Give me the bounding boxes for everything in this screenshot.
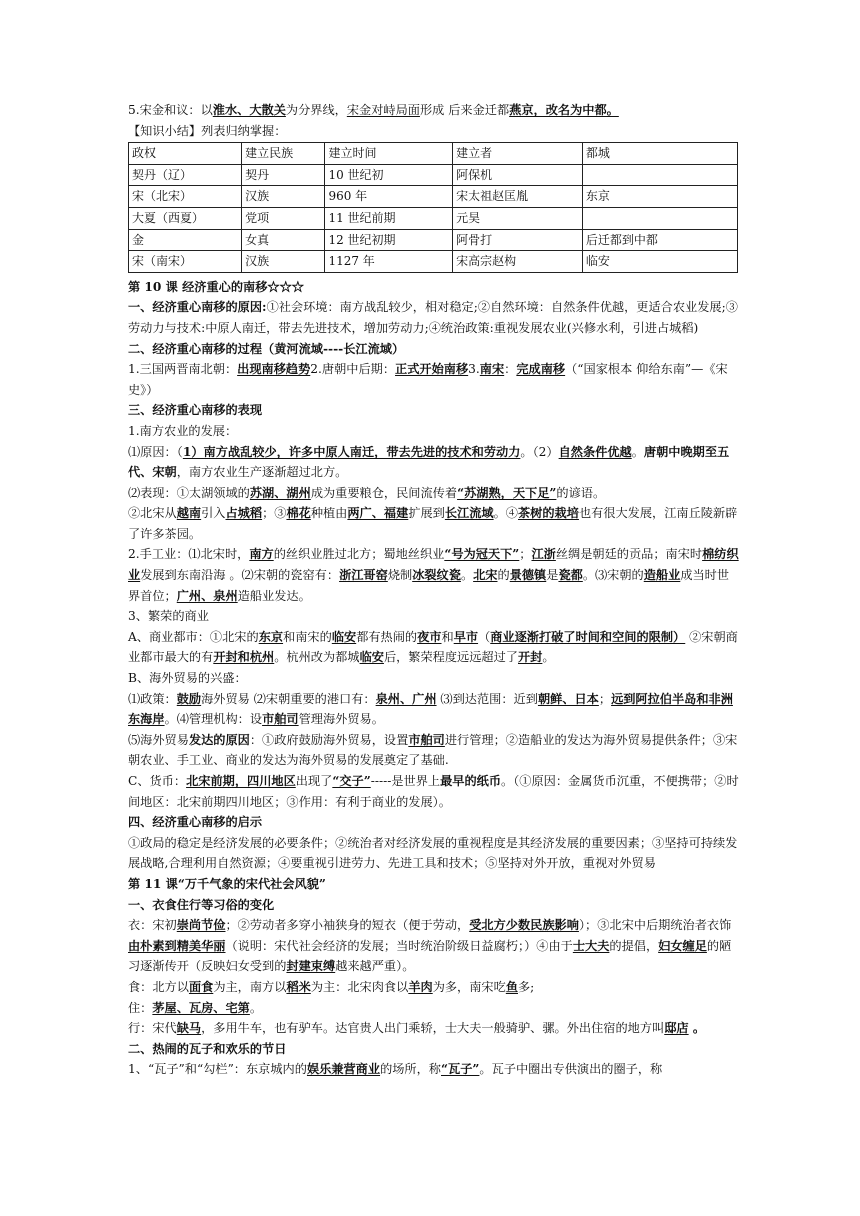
key-term: 茅屋、瓦房、宅第	[152, 1000, 250, 1015]
key-term: 长江流域	[444, 506, 494, 521]
text-run: 造船业发达。	[237, 588, 311, 603]
key-term: 苏湖、湖州	[249, 485, 311, 500]
text-run: 也有很大发展，江南丘陵新辟了许多茶园。	[128, 506, 738, 541]
text-line	[128, 812, 740, 833]
text-run: 。⑷管理机构：设	[164, 712, 263, 727]
key-term: 两广、福建	[347, 506, 409, 521]
text-line	[128, 400, 740, 421]
table-cell: 东京	[582, 186, 737, 208]
table-row	[129, 164, 738, 186]
text-run: ；	[519, 547, 532, 562]
text-run: ；③	[262, 506, 287, 521]
text-run: ⑶到达范围：近到	[436, 691, 538, 706]
key-term: 出现南移趋势	[237, 362, 311, 377]
text-run: 和	[441, 629, 454, 644]
text-run: 为多，南宋吃	[432, 979, 506, 994]
key-term: 市舶司	[408, 732, 445, 747]
text-line	[128, 668, 740, 689]
text-run: 海外贸易 ⑵宋朝重要的港口有：	[201, 691, 376, 706]
text-run: 后，繁荣程度远远超过了	[383, 650, 518, 665]
text-line	[128, 977, 740, 998]
text-run: 住：	[128, 1000, 153, 1015]
text-line	[128, 895, 740, 916]
key-term: 燕京，改名为中都。	[509, 103, 619, 117]
text-run: ⑴原因：（	[128, 444, 183, 459]
table-header-row	[129, 143, 738, 165]
text-line	[128, 297, 740, 338]
key-term: 商业逐渐打破了时间和空间的限制）	[490, 629, 686, 644]
table-cell: 宋高宗赵构	[453, 251, 583, 273]
text-line	[128, 689, 740, 730]
key-term: 面食	[188, 979, 214, 994]
text-run: 越来越严重）。	[335, 959, 415, 974]
text-run: 为主，南方以	[213, 979, 287, 994]
text-run: ②北宋从	[128, 506, 177, 521]
table-cell: 阿骨打	[453, 229, 583, 251]
key-term: 瓷都	[558, 568, 583, 583]
text-run: 。	[688, 1021, 706, 1036]
key-term: 缺马	[176, 1021, 202, 1036]
text-run: ②宋朝商业都市最大的有	[128, 629, 738, 665]
text-run: 二、热闹的瓦子和欢乐的节日	[128, 1041, 287, 1056]
text-run: 管理海外贸易。	[298, 712, 384, 727]
text-line	[128, 277, 740, 298]
key-term: 冰裂纹瓷	[412, 568, 461, 583]
key-term: 稻米	[286, 979, 311, 994]
text-line	[128, 442, 740, 483]
table-cell: 11 世纪前期	[325, 207, 453, 229]
text-line	[128, 421, 740, 442]
key-term: 淮水、大散关	[212, 103, 286, 117]
table-cell: 10 世纪初	[325, 164, 453, 186]
key-term: 宋金对峙局面	[346, 103, 420, 117]
key-term: 娱乐兼营商业	[306, 1062, 381, 1077]
key-term: “苏湖熟，天下足”	[457, 485, 557, 500]
key-term: 北宋	[473, 568, 498, 583]
text-line	[128, 627, 740, 668]
text-run: B、海外贸易的兴盛：	[128, 671, 247, 686]
key-term: 崇尚节俭	[176, 918, 226, 933]
table-header-cell: 政权	[129, 143, 242, 165]
key-term: 占城稻	[225, 506, 263, 521]
table-cell: 女真	[242, 229, 325, 251]
key-term: 朝鲜、日本	[537, 691, 599, 706]
key-term: 泉州、广州	[375, 691, 437, 706]
key-term: 鱼	[505, 979, 518, 994]
table-header-cell: 建立时间	[325, 143, 453, 165]
text-run: 2.唐朝中后期：	[310, 362, 396, 377]
table-cell: 阿保机	[453, 164, 583, 186]
text-run: 发展到东南沿海 。⑵宋朝的瓷窑有：	[140, 568, 340, 583]
top-section	[128, 100, 740, 141]
key-term: 自然条件优越	[558, 444, 632, 459]
text-run: 成当时世界首位；	[128, 568, 730, 603]
table-cell: 元昊	[453, 207, 583, 229]
text-run: 最早的纸币	[440, 774, 502, 788]
key-term: 越南	[176, 506, 202, 521]
text-line	[128, 915, 740, 977]
text-run: 成为重要粮仓，民间流传着	[310, 485, 458, 500]
text-run: 3、繁荣的商业	[128, 609, 209, 624]
text-run: 。④	[493, 506, 518, 521]
key-term: 由朴素到精美华丽	[128, 938, 226, 953]
text-run: 衣：宋初	[128, 918, 177, 933]
table-cell: 1127 年	[325, 251, 453, 273]
text-run: 。	[542, 650, 555, 665]
key-term: “瓦子”	[441, 1062, 480, 1077]
key-term: 南方	[249, 547, 274, 562]
text-run: ；	[598, 691, 612, 706]
text-run: 丝绸是朝廷的贡品；南宋时	[555, 547, 703, 562]
key-term: 完成南移	[516, 362, 566, 377]
table-cell	[582, 207, 737, 229]
key-term: 茶树的栽培	[518, 506, 579, 521]
table-cell: 汉族	[242, 186, 325, 208]
text-line	[128, 1018, 740, 1039]
regime-summary-table	[128, 142, 738, 273]
text-run: 。	[631, 444, 644, 459]
text-line	[128, 503, 740, 544]
table-cell: 12 世纪初期	[325, 229, 453, 251]
text-line	[128, 544, 740, 606]
key-term: 市舶司	[262, 712, 299, 727]
key-term: 早市	[453, 629, 479, 644]
text-run: 。	[249, 1000, 263, 1015]
text-run: 的丝织业胜过北方；蜀地丝织业	[273, 547, 445, 562]
text-line	[128, 998, 740, 1019]
text-run: -----是世界上	[370, 774, 441, 788]
key-term: 士大夫	[572, 938, 610, 953]
text-line	[128, 483, 740, 504]
text-run: 1、“瓦子”和“勾栏”：东京城内的	[128, 1062, 307, 1077]
table-cell: 宋（南宋）	[129, 251, 242, 273]
text-run: 的谚语。	[556, 485, 606, 500]
table-cell: 党项	[242, 207, 325, 229]
table-header-cell: 建立民族	[242, 143, 325, 165]
key-term: 封建束缚	[286, 959, 336, 974]
text-line	[128, 606, 740, 627]
key-term: 邸店	[664, 1021, 689, 1036]
text-line	[128, 100, 740, 121]
text-run: （“国家根本 仰给东南”—《宋史》）	[128, 362, 728, 397]
text-run: 出现了	[295, 774, 333, 788]
text-run: 扩展到	[408, 506, 445, 521]
table-cell: 契丹（辽）	[129, 164, 242, 186]
text-run: 是	[546, 568, 559, 583]
key-term: 南宋	[479, 362, 505, 377]
text-run: A、商业都市：①北宋的	[128, 629, 259, 644]
text-run: ；②劳动者多穿小袖狭身的短衣（便于劳动，	[225, 918, 470, 933]
key-term: 临安	[331, 629, 357, 644]
text-line	[128, 121, 740, 142]
text-run: 都有热闹的	[356, 629, 418, 644]
key-term: 浙江哥窑	[339, 568, 388, 583]
table-cell: 宋太祖赵匡胤	[453, 186, 583, 208]
table-cell	[582, 164, 737, 186]
text-run: 。（2）	[520, 444, 559, 459]
text-run: 唐朝中晚期至五代、宋朝	[128, 444, 730, 480]
table-cell: 汉族	[242, 251, 325, 273]
key-term: 棉纺织业	[128, 547, 739, 583]
text-run: 。瓦子中圈出专供演出的圈子，称	[479, 1062, 663, 1077]
text-line	[128, 771, 740, 812]
text-line	[128, 359, 740, 400]
key-term: 鼓励	[176, 691, 202, 706]
text-run: 三、经济重心南移的表现	[128, 403, 263, 418]
text-run: 为主：北宋肉食以	[310, 979, 409, 994]
key-term: 江浙	[531, 547, 556, 562]
text-run: 第 10 课 经济重心的南移☆☆☆	[128, 279, 304, 294]
text-run: 形成 后来金迁都	[419, 103, 510, 117]
key-term: 远到阿拉伯半岛和非洲东海岸	[128, 691, 733, 727]
key-term: 夜市	[417, 629, 442, 644]
text-line	[128, 1059, 740, 1080]
key-term: 北宋前期，四川地区	[186, 774, 296, 788]
text-run: ⑴政策：	[128, 691, 177, 706]
table-cell: 临安	[582, 251, 737, 273]
body-section	[128, 277, 740, 1080]
document-page	[128, 100, 740, 1080]
table-cell: 宋（北宋）	[129, 186, 242, 208]
text-run: ⑵表现：①太湖领域的	[128, 485, 250, 500]
text-run: 引入	[201, 506, 226, 521]
text-run: 一、经济重心南移的原因:	[128, 300, 267, 315]
key-term: 东京	[258, 629, 284, 644]
text-run: 和南宋的	[283, 629, 332, 644]
text-run: 。（①原因：金属货币沉重，不便携带；②时间地区：北宋前期四川地区；③作用：有利于商业的发展）。	[128, 774, 739, 809]
key-term: 广州、泉州	[176, 588, 238, 603]
text-line	[128, 833, 740, 874]
text-line	[128, 874, 740, 895]
text-run: 2.手工业：⑴北宋时，	[128, 547, 250, 562]
text-run: 种植由	[310, 506, 348, 521]
text-run: 1.南方农业的发展：	[128, 423, 238, 438]
key-term: 景德镇	[509, 568, 547, 583]
key-term: “交子”	[332, 774, 371, 788]
key-term: “号为冠天下”	[444, 547, 520, 562]
table-cell: 金	[129, 229, 242, 251]
text-run: 发达的原因	[188, 732, 250, 747]
table-cell: 后迁都到中都	[582, 229, 737, 251]
text-run: 多;	[518, 979, 535, 994]
key-term: 开封	[518, 650, 543, 665]
key-term: 临安	[359, 650, 384, 665]
text-run: 。杭州改为都城	[274, 650, 360, 665]
table-cell: 大夏（西夏）	[129, 207, 242, 229]
key-term: 羊肉	[408, 979, 433, 994]
key-term: 开封和杭州	[213, 650, 275, 665]
text-line	[128, 1039, 740, 1060]
table-header-cell: 建立者	[453, 143, 583, 165]
text-run: 行：宋代	[128, 1021, 177, 1036]
text-run: 。⑶宋朝的	[582, 568, 644, 583]
text-run: 。	[460, 568, 474, 583]
table-cell: 契丹	[242, 164, 325, 186]
text-run: 烧制	[387, 568, 413, 583]
table-header-cell: 都城	[582, 143, 737, 165]
table-row	[129, 186, 738, 208]
text-run: ①政局的稳定是经济发展的必要条件；②统治者对经济发展的重视程度是其经济发展的重要因素；③坚持可持续发展战略,合理利用自然资源；④要重视引进劳力、先进工具和技术；⑤坚持对外开放，重视对外贸易	[128, 835, 738, 871]
text-run: ⑸海外贸易	[128, 732, 189, 747]
text-run: ，南方农业生产逐渐超过北方。	[176, 465, 348, 480]
key-term: 正式开始南移	[395, 362, 469, 377]
table-row	[129, 207, 738, 229]
key-term: 1）南方战乱较少，许多中原人南迁，带去先进的技术和劳动力	[182, 444, 521, 459]
text-run: 一、衣食住行等习俗的变化	[128, 897, 275, 912]
text-line	[128, 730, 740, 771]
table-cell: 960 年	[325, 186, 453, 208]
text-run: ①社会环境：南方战乱较少，相对稳定;②自然环境：自然条件优越，更适合农业发展;③劳动力与技术:中原人南迁，带去先进技术，增加劳动力;④统治政策:重视发展农业(兴修水利，引进占城稻)	[128, 300, 738, 335]
table-row	[129, 229, 738, 251]
text-run: ，多用牛车，也有驴车。达官贵人出门乘轿，士大夫一般骑驴、骡。外出住宿的地方叫	[201, 1021, 665, 1036]
text-run: （说明：宋代社会经济的发展；当时统治阶级日益腐朽；）④由于	[225, 938, 573, 953]
text-run: 进行管理；②造船业的发达为海外贸易提供条件；③宋朝农业、手工业、商业的发达为海外贸易的发展奠定了基础.	[128, 732, 738, 768]
text-run: 的陋习逐渐传开（反映妇女受到的	[128, 938, 732, 974]
key-term: 棉花	[286, 506, 311, 521]
text-run: 第 11 课“万千气象的宋代社会风貌”	[128, 876, 326, 891]
text-run: 的场所，称	[380, 1062, 441, 1077]
text-run: 【知识小结】列表归纳掌握：	[128, 123, 287, 138]
text-run: 1.三国两晋南北朝：	[128, 362, 238, 377]
text-run: ：①政府鼓励海外贸易，设置	[249, 732, 409, 747]
text-run: 四、经济重心南移的启示	[128, 815, 263, 830]
text-run: 5.宋金和议：以	[128, 103, 213, 117]
text-run: ：	[504, 362, 517, 377]
text-run: 的提倡，	[609, 938, 659, 953]
text-line	[128, 339, 740, 360]
text-run: （	[478, 629, 491, 644]
key-term: 受北方少数民族影响	[469, 918, 579, 933]
text-run: 3.	[468, 362, 480, 377]
text-run: 的	[497, 568, 510, 583]
text-run: 为分界线，	[285, 103, 347, 117]
key-term: 妇女缠足	[658, 938, 707, 953]
text-run: 食：北方以	[128, 979, 189, 994]
text-run: ）；③北宋中后期统治者衣饰	[578, 918, 732, 933]
table-row	[129, 251, 738, 273]
text-run: C、货币：	[128, 774, 187, 788]
key-term: 造船业	[643, 568, 681, 583]
text-run: 二、经济重心南移的过程（黄河流域----长江流域）	[128, 341, 405, 356]
